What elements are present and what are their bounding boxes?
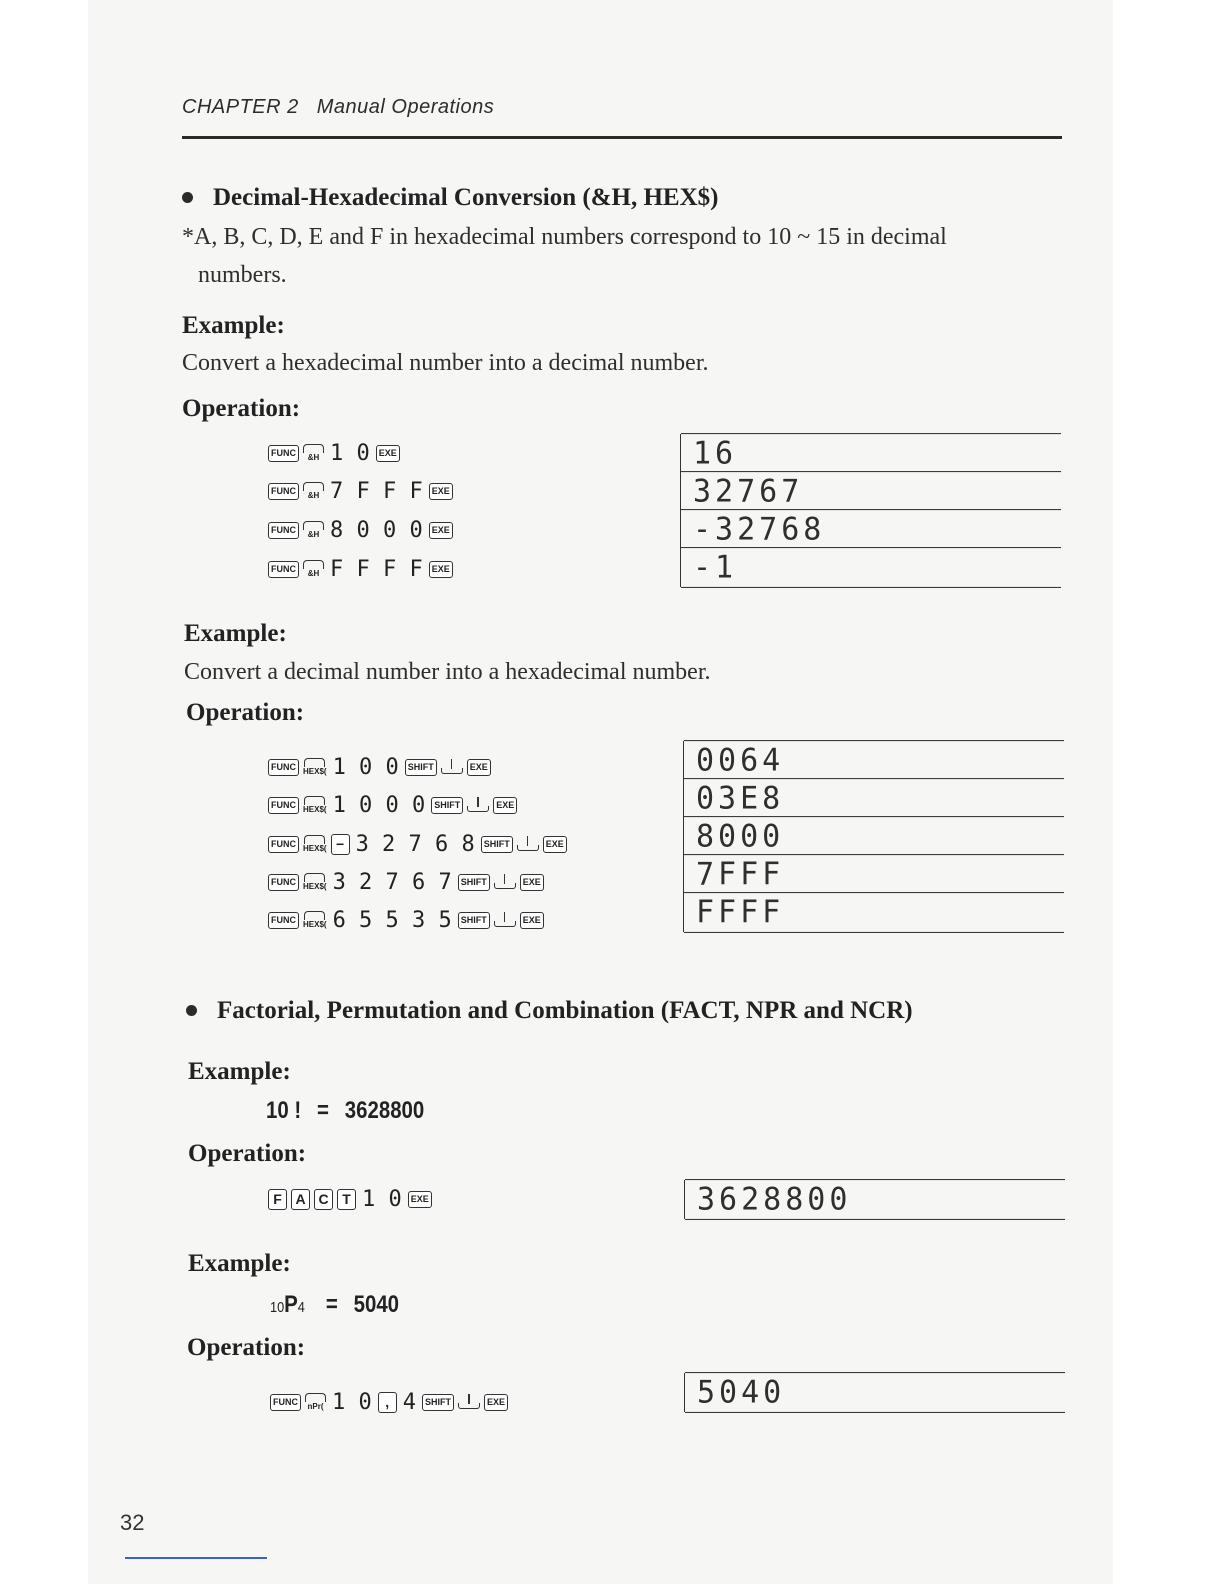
exe-key: EXE bbox=[408, 1191, 432, 1208]
func-key: FUNC bbox=[268, 445, 299, 462]
display-row: 8000 bbox=[684, 816, 1064, 856]
func-key: FUNC bbox=[268, 836, 299, 853]
key-digits: 1 0 0 0 bbox=[332, 792, 426, 818]
return-key-icon bbox=[494, 912, 516, 928]
key-sequence bbox=[266, 479, 455, 503]
key-sequence bbox=[266, 755, 493, 779]
key-digits: 4 bbox=[402, 1389, 416, 1415]
display-row: 7FFF bbox=[684, 854, 1064, 894]
formula-n: 10 bbox=[270, 1299, 285, 1316]
shift-key: SHIFT bbox=[458, 912, 490, 929]
display-row: 3628800 bbox=[685, 1179, 1065, 1220]
operation-label: Operation: bbox=[182, 395, 301, 422]
func-key: FUNC bbox=[270, 1394, 301, 1411]
key-digits: 3 2 7 6 7 bbox=[332, 869, 452, 895]
exe-key: EXE bbox=[429, 561, 453, 578]
key-digits: 1 0 0 bbox=[332, 754, 399, 780]
formula-left: 10 ! bbox=[266, 1097, 302, 1124]
func-menu-key-icon: HEX$( bbox=[303, 873, 327, 891]
t-key: T bbox=[337, 1189, 356, 1210]
key-sequence bbox=[268, 1390, 510, 1414]
shift-key: SHIFT bbox=[481, 836, 513, 853]
return-key-icon bbox=[441, 759, 463, 775]
example-label: Example: bbox=[188, 1250, 291, 1277]
func-menu-key-icon: HEX$( bbox=[303, 796, 327, 814]
a-key: A bbox=[291, 1189, 310, 1210]
key-digits: 6 5 5 3 5 bbox=[332, 907, 452, 933]
exe-key: EXE bbox=[429, 483, 453, 500]
exe-key: EXE bbox=[520, 874, 544, 891]
page-number: 32 bbox=[120, 1510, 145, 1535]
func-menu-key-icon: HEX$( bbox=[303, 835, 327, 853]
display-row: -1 bbox=[681, 547, 1061, 588]
func-menu-key-icon: &H bbox=[303, 444, 324, 462]
key-sequence bbox=[266, 870, 546, 894]
func-menu-key-icon: &H bbox=[303, 560, 324, 578]
key-sequence bbox=[266, 557, 455, 581]
func-menu-key-icon: HEX$( bbox=[303, 911, 327, 929]
bullet-icon bbox=[182, 192, 193, 203]
return-key-icon bbox=[494, 874, 516, 890]
formula-p: P bbox=[284, 1291, 298, 1318]
display-row: 32767 bbox=[681, 471, 1061, 511]
header-rule bbox=[182, 136, 1062, 139]
operation-label: Operation: bbox=[187, 1334, 306, 1361]
chapter-header bbox=[182, 96, 494, 119]
key-digits: F F F F bbox=[330, 556, 423, 582]
func-key: FUNC bbox=[268, 912, 299, 929]
func-key: FUNC bbox=[268, 759, 299, 776]
return-key-icon bbox=[467, 797, 489, 813]
return-key-icon bbox=[458, 1394, 480, 1410]
key-sequence bbox=[266, 1187, 434, 1211]
comma-key: , bbox=[378, 1392, 397, 1413]
hex-note-line1: *A, B, C, D, E and F in hexadecimal numbers correspond to 10 ~ 15 in decimal bbox=[182, 224, 947, 250]
shift-key: SHIFT bbox=[458, 874, 490, 891]
c-key: C bbox=[314, 1189, 333, 1210]
example-label: Example: bbox=[184, 620, 287, 647]
section-heading-text: Decimal-Hexadecimal Conversion (&H, HEX$) bbox=[213, 184, 719, 211]
func-key: FUNC bbox=[268, 874, 299, 891]
exe-key: EXE bbox=[429, 522, 453, 539]
section-heading-factorial bbox=[186, 997, 913, 1025]
section-heading-text: Factorial, Permutation and Combination (FACT, NPR and NCR) bbox=[217, 997, 913, 1024]
func-key: FUNC bbox=[268, 522, 299, 539]
hex-note-line2: numbers. bbox=[198, 262, 287, 288]
func-menu-key-icon: HEX$( bbox=[303, 758, 327, 776]
display-row: 16 bbox=[681, 433, 1061, 473]
key-digits: 1 0 bbox=[330, 440, 370, 466]
minus-key: − bbox=[331, 834, 350, 855]
formula-r: 4 bbox=[297, 1299, 305, 1316]
exe-key: EXE bbox=[543, 836, 567, 853]
key-sequence bbox=[266, 518, 455, 542]
calculator-display bbox=[683, 741, 1064, 932]
return-key-icon bbox=[517, 836, 539, 852]
key-digits: 7 F F F bbox=[330, 478, 423, 504]
shift-key: SHIFT bbox=[405, 759, 437, 776]
display-row: 0064 bbox=[684, 740, 1064, 780]
example-label: Example: bbox=[188, 1058, 291, 1085]
example-label: Example: bbox=[182, 312, 285, 339]
shift-key: SHIFT bbox=[431, 797, 463, 814]
display-row: -32768 bbox=[681, 509, 1061, 549]
bullet-icon bbox=[186, 1005, 197, 1016]
key-sequence bbox=[266, 793, 519, 817]
calculator-display bbox=[680, 434, 1061, 587]
formula-equals: = bbox=[317, 1097, 329, 1124]
key-digits: 1 0 bbox=[332, 1389, 372, 1415]
permutation-formula bbox=[270, 1291, 399, 1319]
formula-equals: = bbox=[325, 1291, 338, 1318]
exe-key: EXE bbox=[467, 759, 491, 776]
exe-key: EXE bbox=[520, 912, 544, 929]
display-row: 5040 bbox=[685, 1372, 1065, 1413]
key-digits: 3 2 7 6 8 bbox=[355, 831, 475, 857]
func-key: FUNC bbox=[268, 483, 299, 500]
factorial-formula bbox=[266, 1097, 424, 1125]
example-description: Convert a decimal number into a hexadecimal number. bbox=[184, 659, 711, 685]
example-description: Convert a hexadecimal number into a decimal number. bbox=[182, 350, 709, 376]
operation-label: Operation: bbox=[188, 1140, 307, 1167]
display-row: FFFF bbox=[684, 892, 1064, 933]
key-digits: 1 0 bbox=[362, 1186, 402, 1212]
formula-result: 5040 bbox=[353, 1291, 400, 1318]
footer-line bbox=[125, 1557, 267, 1559]
func-menu-key-icon: nPr( bbox=[305, 1393, 326, 1411]
key-digits: 8 0 0 0 bbox=[330, 517, 423, 543]
shift-key: SHIFT bbox=[422, 1394, 454, 1411]
f-key: F bbox=[268, 1189, 287, 1210]
key-sequence bbox=[266, 908, 546, 932]
formula-result: 3628800 bbox=[344, 1097, 425, 1124]
key-sequence bbox=[266, 441, 402, 465]
display-row: 03E8 bbox=[684, 778, 1064, 818]
exe-key: EXE bbox=[376, 445, 400, 462]
exe-key: EXE bbox=[493, 797, 517, 814]
func-key: FUNC bbox=[268, 797, 299, 814]
chapter-title: Manual Operations bbox=[316, 96, 495, 118]
chapter-label: CHAPTER 2 bbox=[182, 96, 299, 118]
calculator-display bbox=[684, 1180, 1065, 1219]
func-key: FUNC bbox=[268, 561, 299, 578]
func-menu-key-icon: &H bbox=[303, 482, 324, 500]
key-sequence bbox=[266, 832, 569, 856]
exe-key: EXE bbox=[484, 1394, 508, 1411]
section-heading-hex bbox=[182, 184, 718, 212]
operation-label: Operation: bbox=[186, 699, 305, 726]
func-menu-key-icon: &H bbox=[303, 521, 324, 539]
calculator-display bbox=[684, 1373, 1065, 1412]
